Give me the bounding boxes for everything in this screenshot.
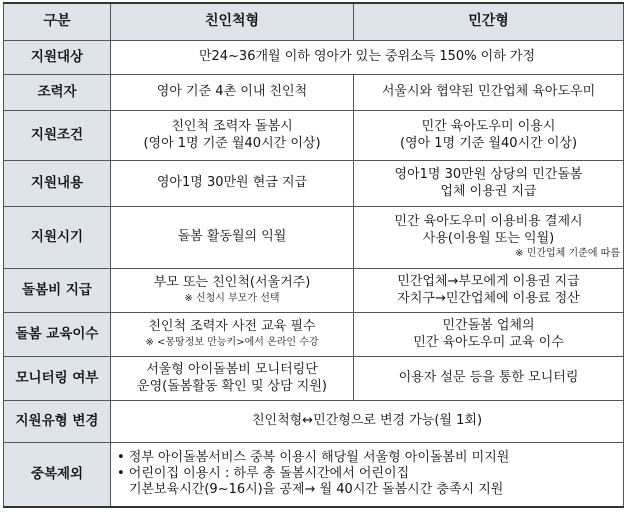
private-line: (영아 1명 기준 월40시간 이상): [399, 135, 578, 151]
kin-note: ※ 신청시 부모가 선택: [184, 292, 280, 304]
private-line: 사용(이용월 또는 익월): [422, 230, 555, 246]
row-label: 지원대상: [4, 41, 111, 75]
exclusion-bullet: • 어린이집 이용시 : 하루 총 돌봄시간에서 어린이집: [117, 466, 410, 482]
header-kin-type: 친인척형: [111, 3, 354, 41]
kin-cell: [111, 357, 354, 401]
support-comparison-table: [3, 2, 624, 508]
header-private-type: 민간형: [354, 3, 624, 41]
table-row: [4, 111, 624, 161]
kin-line: 서울형 아이돌봄비 모니터링단: [146, 362, 318, 378]
private-line: 민간돌봄 업체의: [442, 318, 535, 334]
private-cell: [354, 313, 624, 357]
private-cell: [354, 161, 624, 207]
type-change-cell: 친인척형↔민간형으로 변경 가능(월 1회): [111, 401, 624, 443]
private-line: 업체 이용권 지급: [440, 183, 537, 199]
private-cell: [354, 269, 624, 313]
row-label: 지원시기: [4, 207, 111, 269]
kin-cell: [111, 111, 354, 161]
kin-cell: 영아 기준 4촌 이내 친인척: [111, 75, 354, 111]
table-row: [4, 443, 624, 507]
private-line: 민간 육아도우미 이용시: [421, 119, 556, 135]
private-cell: [354, 111, 624, 161]
exclusion-bullet-continued: 기본보육시간(9~16시)을 공제→ 월 40시간 돌봄시간 충족시 지원: [129, 482, 504, 498]
kin-line: 친인척 조력자 사전 교육 필수: [148, 319, 316, 335]
private-cell: [354, 207, 624, 269]
kin-cell: 영아1명 30만원 현금 지급: [111, 161, 354, 207]
table-row: [4, 401, 624, 443]
private-cell: 서울시와 협약된 민간업체 육아도우미: [354, 75, 624, 111]
row-label: 지원유형 변경: [4, 401, 111, 443]
header-category: 구분: [4, 3, 111, 41]
eligibility-cell: 만24~36개월 이하 영아가 있는 중위소득 150% 이하 가정: [111, 41, 624, 75]
exclusion-bullet: • 정부 아이돌봄서비스 중복 이용시 해당월 서울형 아이돌봄비 미지원: [117, 449, 510, 465]
kin-cell: [111, 313, 354, 357]
private-note: ※ 민간업체 기준에 따름: [515, 247, 620, 259]
kin-line: 운영(돌봄활동 확인 및 상담 지원): [137, 378, 327, 394]
kin-cell: [111, 269, 354, 313]
kin-line: (영아 1명 기준 월40시간 이상): [143, 135, 321, 151]
row-label: 중복제외: [4, 443, 111, 507]
row-label: 지원내용: [4, 161, 111, 207]
kin-line: 친인척 조력자 돌봄시: [171, 119, 293, 135]
row-label: 모니터링 여부: [4, 357, 111, 401]
exclusion-cell: [111, 443, 624, 507]
kin-line: 부모 또는 친인척(서울거주): [153, 275, 311, 291]
row-label: 돌봄 교육이수: [4, 313, 111, 357]
table-header-row: [4, 3, 624, 41]
table-row: [4, 161, 624, 207]
private-line: 민간 육아도우미 교육 이수: [413, 334, 564, 350]
kin-note: ※ <몽땅정보 만능키>에서 온라인 수강: [145, 336, 319, 348]
row-label: 돌봄비 지급: [4, 269, 111, 313]
private-line: 자치구→민간업체에 이용료 정산: [397, 290, 580, 306]
row-label: 지원조건: [4, 111, 111, 161]
private-line: 민간업체→부모에게 이용권 지급: [397, 274, 580, 290]
table-row: [4, 207, 624, 269]
table-row: [4, 357, 624, 401]
row-label: 조력자: [4, 75, 111, 111]
private-line: 민간 육아도우미 이용비용 결제시: [394, 214, 583, 230]
table-row: [4, 269, 624, 313]
table-row: [4, 41, 624, 75]
table-row: [4, 313, 624, 357]
table-row: [4, 75, 624, 111]
private-cell: 이용자 설문 등을 통한 모니터링: [354, 357, 624, 401]
kin-cell: 돌봄 활동월의 익월: [111, 207, 354, 269]
private-line: 영아1명 30만원 상당의 민간돌봄: [394, 167, 583, 183]
